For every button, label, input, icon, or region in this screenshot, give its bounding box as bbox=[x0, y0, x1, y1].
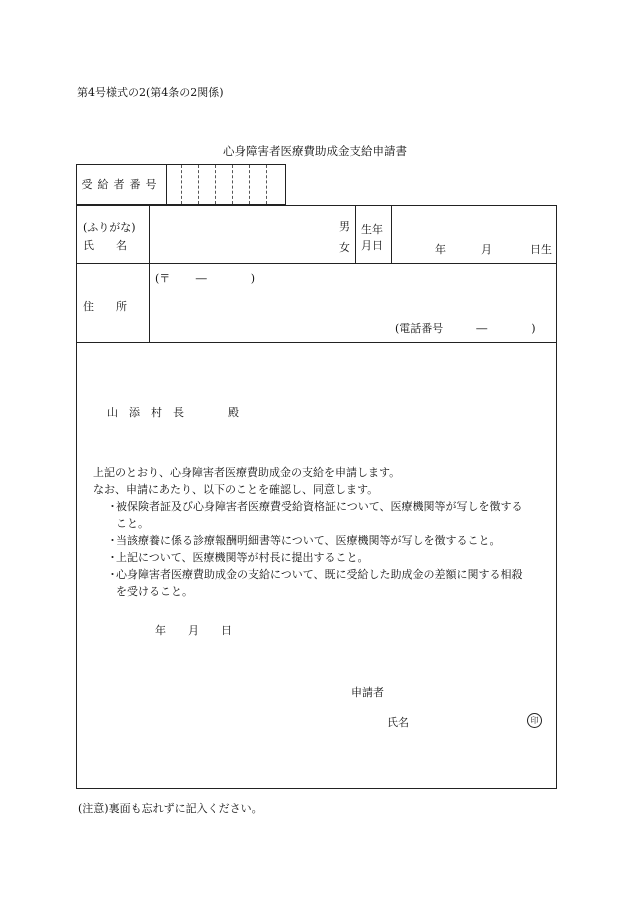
birth-label-bottom: 月日 bbox=[361, 239, 383, 252]
application-form-table bbox=[76, 205, 557, 789]
recipient-number-label: 受給者番号 bbox=[77, 165, 167, 204]
consent-item-text: 当該療養に係る診療報酬明細書等について、医療機関等が写しを徴すること。 bbox=[116, 534, 501, 547]
recipient-digit-6[interactable] bbox=[266, 165, 267, 204]
birth-label-top: 生年 bbox=[361, 223, 383, 236]
furigana-label: (ふりがな) bbox=[83, 221, 136, 234]
birth-day-unit: 日生 bbox=[530, 243, 552, 256]
col-divider bbox=[355, 206, 356, 263]
phone-number-field[interactable]: (電話番号 ― ) bbox=[395, 322, 536, 335]
bullet-mark: ・ bbox=[107, 568, 118, 581]
consent-item-text: 心身障害者医療費助成金の支給について、既に受給した助成金の差額に関する相殺 bbox=[116, 568, 523, 581]
row-divider bbox=[77, 342, 556, 343]
consent-item-text: 上記について、医療機関等が村長に提出すること。 bbox=[116, 551, 369, 564]
consent-item-text: 被保険者証及び心身障害者医療費受給資格証について、医療機関等が写しを徴する bbox=[116, 500, 523, 513]
col-divider bbox=[391, 206, 392, 263]
birth-year-unit: 年 bbox=[435, 243, 446, 256]
form-number: 第4号様式の2(第4条の2関係) bbox=[77, 86, 224, 99]
name-label: 氏 名 bbox=[83, 239, 127, 252]
consent-item-text: を受けること。 bbox=[116, 585, 193, 598]
recipient-number-box bbox=[76, 164, 286, 205]
statement-consent: なお、申請にあたり、以下のことを確認し、同意します。 bbox=[93, 483, 379, 496]
address-label: 住 所 bbox=[83, 300, 127, 313]
gender-male[interactable]: 男 bbox=[339, 220, 350, 233]
applicant-label: 申請者 bbox=[351, 686, 384, 699]
postal-code-field[interactable]: (〒 ― ) bbox=[155, 272, 256, 285]
recipient-digit-2[interactable] bbox=[198, 165, 199, 204]
bullet-mark: ・ bbox=[107, 500, 118, 513]
seal-mark: 印 bbox=[527, 713, 542, 728]
birth-month-unit: 月 bbox=[481, 243, 492, 256]
bullet-mark: ・ bbox=[107, 534, 118, 547]
col-divider bbox=[149, 263, 150, 342]
addressee: 山 添 村 長 殿 bbox=[107, 406, 239, 419]
form-title: 心身障害者医療費助成金支給申請書 bbox=[223, 144, 407, 158]
footnote: (注意)裏面も忘れずに記入ください。 bbox=[78, 802, 263, 815]
recipient-digit-5[interactable] bbox=[249, 165, 250, 204]
recipient-digit-1[interactable] bbox=[181, 165, 182, 204]
consent-item-text: こと。 bbox=[116, 517, 149, 530]
recipient-digit-4[interactable] bbox=[232, 165, 233, 204]
signature-field[interactable] bbox=[417, 710, 527, 730]
name-field[interactable] bbox=[150, 207, 354, 262]
recipient-digit-3[interactable] bbox=[215, 165, 216, 204]
application-date-field[interactable]: 年 月 日 bbox=[155, 624, 232, 637]
bullet-mark: ・ bbox=[107, 551, 118, 564]
gender-female[interactable]: 女 bbox=[339, 241, 350, 254]
signature-label: 氏名 bbox=[387, 716, 409, 729]
statement-apply: 上記のとおり、心身障害者医療費助成金の支給を申請します。 bbox=[93, 466, 401, 479]
